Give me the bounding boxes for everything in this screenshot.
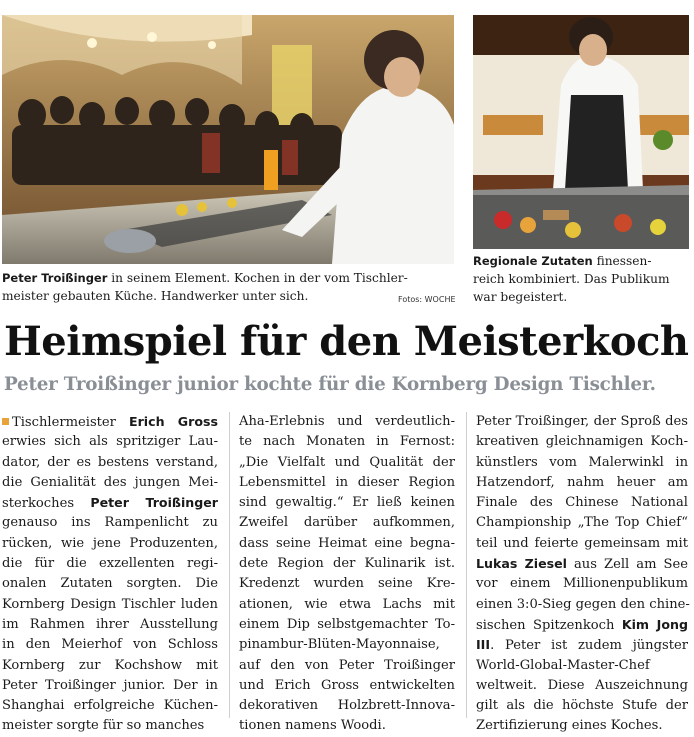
text-run: pinambur-Blüten-Mayonnaise, xyxy=(239,637,440,653)
text-line xyxy=(239,513,455,533)
text-run: Aha-Erlebnis und verdeutlich- xyxy=(239,414,455,429)
text-run: vor einem Millionenpublikum xyxy=(476,576,688,592)
text-run: in den Meierhof von Schloss xyxy=(2,637,218,653)
text-run: weltweit. Diese Auszeichnung xyxy=(476,677,688,693)
text-run: erwies sich als spritziger Lau- xyxy=(2,434,218,450)
caption-bold: Regionale Zutaten xyxy=(473,254,593,268)
text-run: sischen Spitzenkoch xyxy=(476,617,622,633)
text-line xyxy=(2,412,218,432)
text-run: gilt als die höchste Stufe der xyxy=(476,698,688,714)
text-line xyxy=(476,676,688,696)
text-run: rücken, wie jene Produzenten, xyxy=(2,535,218,551)
text-line xyxy=(476,432,688,452)
text-line xyxy=(476,635,688,655)
column-divider xyxy=(229,412,230,718)
photo-left-caption xyxy=(2,269,454,305)
text-line xyxy=(476,493,688,513)
text-run: einen 3:0-Sieg gegen den chine- xyxy=(476,596,690,612)
text-run: die für die exzellenten regi- xyxy=(2,556,218,572)
text-run: te nach Monaten in Fernost: xyxy=(239,434,455,450)
text-run: World-Global-Master-Chef xyxy=(476,657,650,673)
text-line xyxy=(239,534,455,554)
caption-text: war begeistert. xyxy=(473,290,568,304)
text-run: tionen namens Woodi. xyxy=(239,718,386,734)
text-run: onalen Zutaten sorgten. Die xyxy=(2,576,218,592)
bold-name: Lukas Ziesel xyxy=(476,556,567,572)
bold-name: III xyxy=(476,637,491,653)
photo-chef-kitchen xyxy=(473,15,689,249)
column-divider xyxy=(466,412,467,718)
bold-name: Kim Jong xyxy=(621,616,688,632)
text-run: Hatzendorf, nahm heuer am xyxy=(476,474,688,490)
text-line xyxy=(476,473,688,493)
text-line xyxy=(239,554,455,574)
caption-text: meister gebauten Küche. Handwerker unter sich. xyxy=(2,289,309,303)
text-run: dass seine Heimat eine begna- xyxy=(239,535,455,551)
text-line xyxy=(239,656,455,676)
caption-text: in seinem Element. Kochen in der vom Tischler- xyxy=(107,271,408,285)
article-column-3 xyxy=(476,412,688,737)
photo-kochshow-audience xyxy=(2,15,454,264)
text-run: Peter Troißinger, der Sproß des xyxy=(476,414,688,429)
text-line xyxy=(476,574,688,594)
text-run: meister sorgte für so manches xyxy=(2,718,205,734)
article-headline: Heimspiel für den Meisterkoch xyxy=(4,318,689,365)
text-line xyxy=(2,453,218,473)
text-run: „Die Vielfalt und Qualität der xyxy=(239,454,455,470)
text-run: teil und feierte gemeinsam mit xyxy=(476,535,688,551)
text-line xyxy=(2,493,218,513)
text-run: Lebensmittel in dieser Region xyxy=(239,474,455,490)
text-line xyxy=(239,473,455,493)
text-run: Tischlermeister xyxy=(12,415,129,430)
text-run: kreativen gleichnamigen Koch- xyxy=(476,434,688,450)
article-column-2 xyxy=(239,412,455,737)
text-line xyxy=(239,493,455,513)
text-run: sind gewaltig.“ Er ließ keinen xyxy=(239,495,455,511)
caption-text: reich kombiniert. Das Publikum xyxy=(473,272,670,286)
text-run: dekorativen Holzbrett-Innova- xyxy=(239,698,455,714)
text-line xyxy=(2,676,218,696)
text-line xyxy=(239,696,455,716)
text-run: im Rahmen ihrer Ausstellung xyxy=(2,616,218,632)
bold-name: Erich Gross xyxy=(128,414,218,429)
text-line xyxy=(476,453,688,473)
photo-right-caption xyxy=(473,252,693,306)
text-line xyxy=(476,656,688,676)
photo-credit: Fotos: WOCHE xyxy=(398,295,456,304)
text-line xyxy=(476,412,688,432)
text-run: dator, der es bestens verstand, xyxy=(2,454,218,470)
text-run: Peter Troißinger junior. Der in xyxy=(2,677,218,693)
text-line xyxy=(239,635,455,655)
bullet-square-icon xyxy=(2,418,9,425)
text-line xyxy=(2,615,218,635)
text-line xyxy=(2,473,218,493)
text-line xyxy=(2,574,218,594)
text-line xyxy=(476,534,688,554)
text-line xyxy=(2,432,218,452)
text-run: Zertifizierung eines Koches. xyxy=(476,718,663,734)
text-run: sterkoches xyxy=(2,496,91,512)
text-run: künstlers vom Malerwinkl in xyxy=(476,454,688,470)
text-run: und Erich Gross entwickelten xyxy=(239,677,455,693)
text-line xyxy=(2,696,218,716)
text-run: Kredenzt wurden seine Kre- xyxy=(239,576,455,592)
text-line xyxy=(476,696,688,716)
text-run: Kornberg zur Kochshow mit xyxy=(2,657,218,673)
text-line xyxy=(476,615,688,635)
text-line xyxy=(476,595,688,615)
text-run: genauso ins Rampenlicht zu xyxy=(2,515,218,531)
bold-name: Peter Troißinger xyxy=(90,495,218,511)
text-line xyxy=(2,595,218,615)
article-column-1 xyxy=(2,412,218,737)
text-line xyxy=(239,716,455,736)
text-run: Shanghai erfolgreiche Küchen- xyxy=(2,698,218,714)
text-line xyxy=(2,554,218,574)
text-run: Zweifel darüber aufkommen, xyxy=(239,515,455,531)
text-run: Finale des Chinese National xyxy=(476,495,688,511)
text-line xyxy=(239,412,455,432)
text-run: Championship „The Top Chief“ xyxy=(476,515,688,531)
text-run: . Peter ist zudem jüngster xyxy=(490,638,688,654)
text-run: auf den von Peter Troißinger xyxy=(239,657,455,673)
text-run: ationen, wie etwa Lachs mit xyxy=(239,596,455,612)
text-run: dete Region der Kulinarik ist. xyxy=(239,556,455,572)
text-line xyxy=(239,453,455,473)
text-line xyxy=(2,656,218,676)
text-line xyxy=(2,716,218,736)
text-line xyxy=(476,513,688,533)
article-subhead: Peter Troißinger junior kochte für die Kornberg Design Tischler. xyxy=(4,374,656,395)
text-line xyxy=(239,615,455,635)
text-line xyxy=(239,574,455,594)
text-line xyxy=(239,595,455,615)
text-line xyxy=(2,513,218,533)
text-line xyxy=(2,534,218,554)
text-run: Kornberg Design Tischler luden xyxy=(2,596,218,612)
text-line xyxy=(2,635,218,655)
caption-text: finessen- xyxy=(592,254,652,268)
text-line xyxy=(476,554,688,574)
text-run: einem Dip selbstgemachter To- xyxy=(239,616,455,632)
text-line xyxy=(476,716,688,736)
text-line xyxy=(239,676,455,696)
text-line xyxy=(239,432,455,452)
text-run: die Genialität des jungen Mei- xyxy=(2,474,218,490)
text-run: aus Zell am See xyxy=(566,557,688,573)
caption-name: Peter Troißinger xyxy=(2,271,108,285)
